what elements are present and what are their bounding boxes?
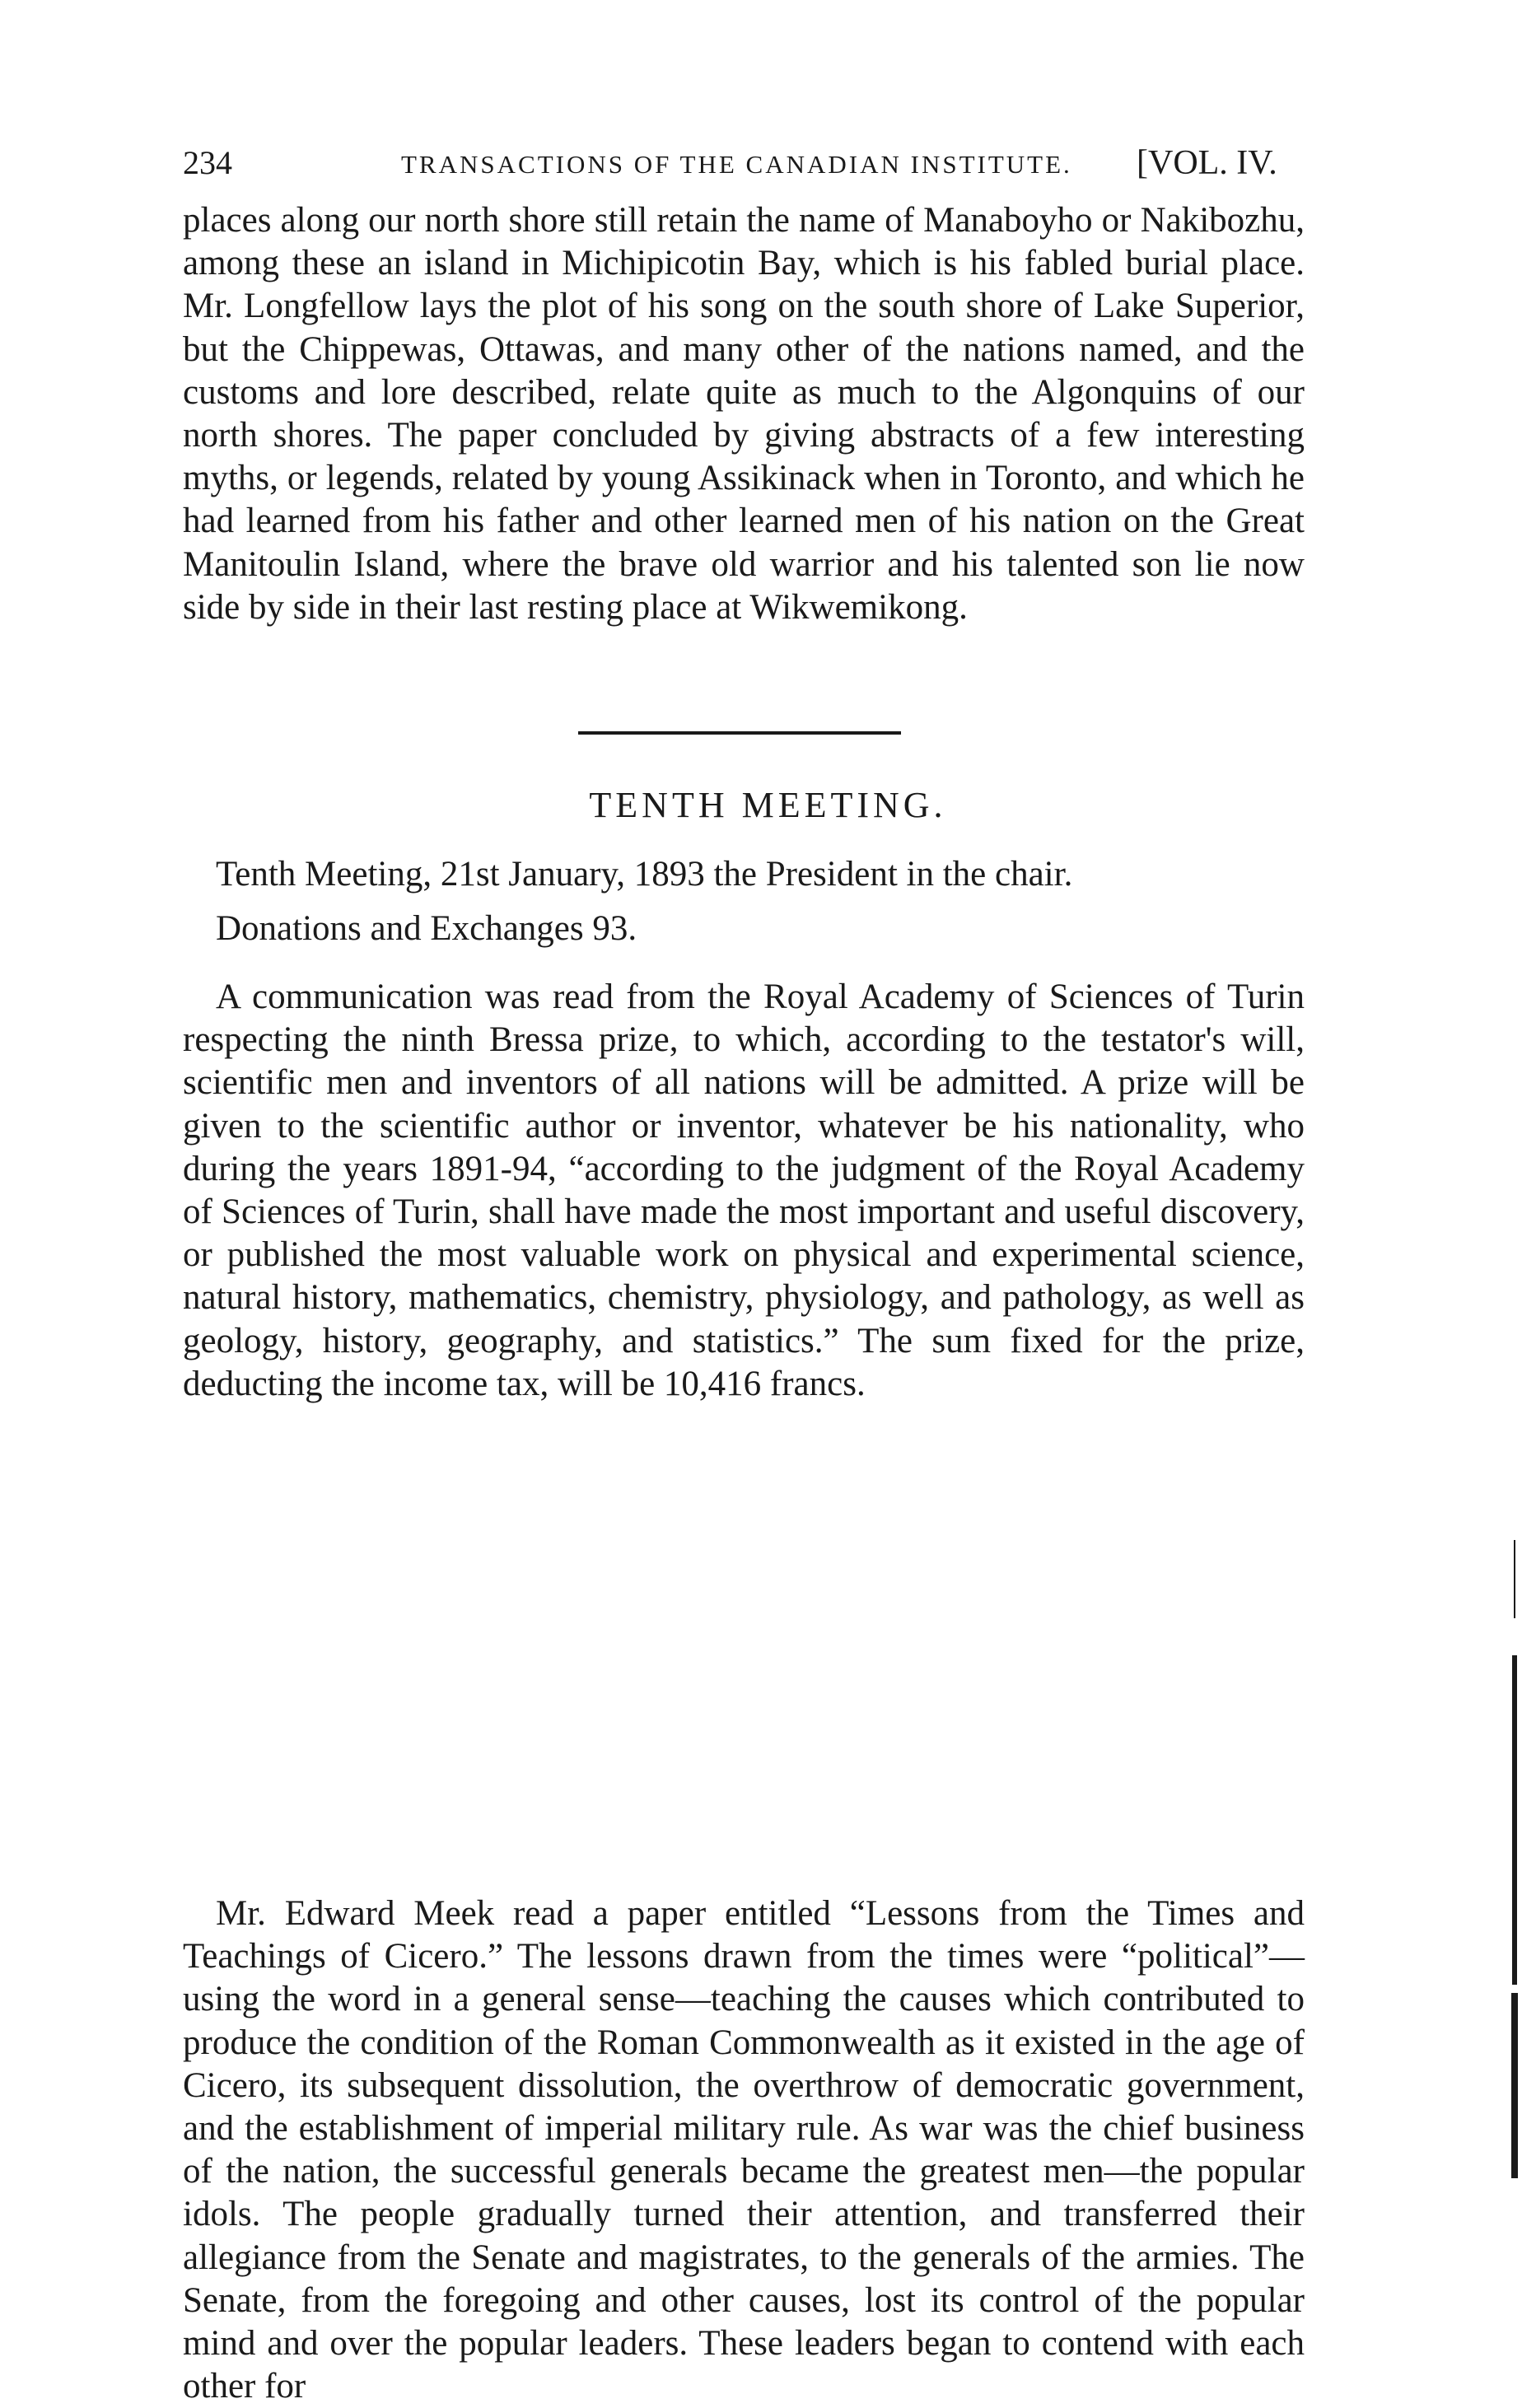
meeting-line: Tenth Meeting, 21st January, 1893 the President in the chair. [216, 855, 1073, 894]
scan-mark-thick [1512, 1655, 1517, 1985]
running-title: TRANSACTIONS OF THE CANADIAN INSTITUTE. [401, 150, 1072, 179]
scan-mark-thin [1514, 1540, 1515, 1618]
paragraph-continued: places along our north shore still retain the name of Manaboyho or Nakibozhu, among these an island in Michipicotin Bay, which is his fabled burial place. Mr. Longfellow lays the plot of his song on the south shore of Lake Superior, but the Chippewas, Ottawas, and many other of the nations named, and the customs and lore described, relate quite as much to the Algonquins of our north shores. The paper concluded by giving abstracts of a few interesting myths, or legends, related by young Assikinack when in Toronto, and which he had learned from his father and other learned men of his nation on the Great Manitoulin Island, where the brave old warrior and his talented son lie now side by side in their last resting place at Wikwemikong. [183, 201, 1305, 627]
section-divider [578, 731, 901, 735]
paragraph-bressa-prize: A communication was read from the Royal Academy of Sciences of Turin respecting the ninth Bressa prize, to which, according to the testator's will, scientific men and inventors of all nations will be admitted. A prize will be given to the scientific author or inventor, whatever be his nationality, who during the years 1891-94, “according to the judgment of the Royal Academy of Sciences of Turin, shall have made the most important and useful discovery, or published the most valuable work on physical and experimental science, natural history, mathematics, chemistry, physiology, and pathology, as well as geology, history, geography, and statistics.” The sum fixed for the prize, deducting the income tax, will be 10,416 francs. [183, 978, 1305, 1403]
volume-label: [VOL. IV. [1137, 144, 1277, 182]
running-head [183, 138, 1336, 188]
donations-line: Donations and Exchanges 93. [216, 909, 637, 948]
page-number: 234 [183, 144, 232, 181]
paragraph-edward-meek: Mr. Edward Meek read a paper entitled “Lessons from the Times and Teachings of Cicero.” The lessons drawn from the times were “political”—using the word in a general sense—teaching the causes which contributed to produce the condition of the Roman Commonwealth as it existed in the age of Cicero, its subsequent dissolution, the overthrow of democratic government, and the establishment of imperial military rule. As war was the chief business of the nation, the successful generals became the greatest men—the popular idols. The people gradually turned their attention, and transferred their allegiance from the Senate and magistrates, to the generals of the armies. The Senate, from the foregoing and other causes, lost its control of the popular mind and over the popular leaders. These leaders began to contend with each other for [183, 1894, 1305, 2406]
scan-mark-thick-lower [1511, 1993, 1518, 2178]
section-heading: TENTH MEETING. [589, 785, 947, 825]
